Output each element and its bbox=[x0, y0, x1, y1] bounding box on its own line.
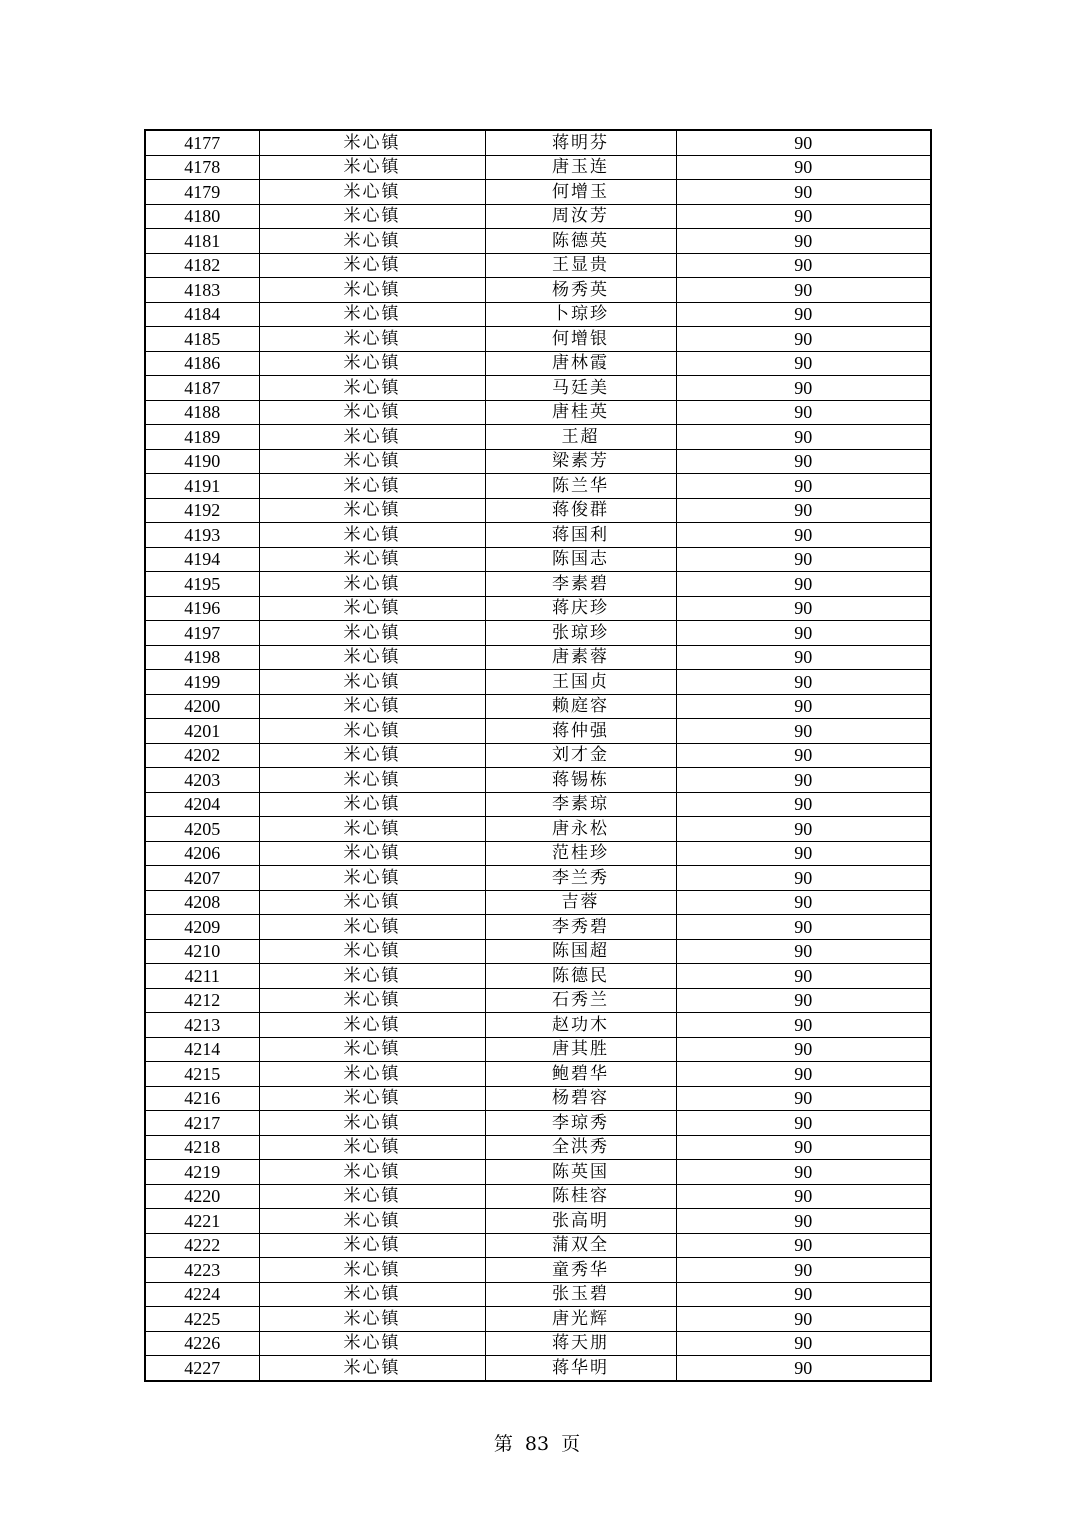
cell-age: 90 bbox=[676, 1086, 931, 1111]
cell-name: 张琼珍 bbox=[485, 621, 676, 646]
cell-number: 4223 bbox=[145, 1258, 259, 1283]
cell-age: 90 bbox=[676, 1356, 931, 1381]
table-row bbox=[145, 155, 931, 180]
cell-name: 何增玉 bbox=[485, 180, 676, 205]
cell-name: 李琼秀 bbox=[485, 1111, 676, 1136]
table-row bbox=[145, 278, 931, 303]
cell-town: 米心镇 bbox=[259, 768, 485, 793]
page-footer bbox=[0, 1429, 1074, 1456]
table-row bbox=[145, 400, 931, 425]
cell-name: 周汝芳 bbox=[485, 204, 676, 229]
cell-town: 米心镇 bbox=[259, 523, 485, 548]
table-row bbox=[145, 817, 931, 842]
cell-town: 米心镇 bbox=[259, 1209, 485, 1234]
cell-age: 90 bbox=[676, 1037, 931, 1062]
roster-table-body bbox=[145, 130, 931, 1381]
cell-name: 石秀兰 bbox=[485, 988, 676, 1013]
cell-age: 90 bbox=[676, 278, 931, 303]
cell-town: 米心镇 bbox=[259, 915, 485, 940]
cell-age: 90 bbox=[676, 1233, 931, 1258]
cell-town: 米心镇 bbox=[259, 621, 485, 646]
table-row bbox=[145, 1307, 931, 1332]
footer-prefix: 第 bbox=[493, 1433, 513, 1455]
cell-town: 米心镇 bbox=[259, 204, 485, 229]
cell-age: 90 bbox=[676, 1307, 931, 1332]
cell-town: 米心镇 bbox=[259, 988, 485, 1013]
cell-town: 米心镇 bbox=[259, 155, 485, 180]
cell-age: 90 bbox=[676, 1135, 931, 1160]
cell-age: 90 bbox=[676, 229, 931, 254]
table-row bbox=[145, 719, 931, 744]
cell-number: 4182 bbox=[145, 253, 259, 278]
cell-number: 4199 bbox=[145, 670, 259, 695]
cell-name: 蒋华明 bbox=[485, 1356, 676, 1381]
cell-town: 米心镇 bbox=[259, 253, 485, 278]
cell-name: 蒋国利 bbox=[485, 523, 676, 548]
table-row bbox=[145, 425, 931, 450]
cell-number: 4198 bbox=[145, 645, 259, 670]
cell-age: 90 bbox=[676, 915, 931, 940]
cell-town: 米心镇 bbox=[259, 841, 485, 866]
cell-town: 米心镇 bbox=[259, 1307, 485, 1332]
cell-age: 90 bbox=[676, 474, 931, 499]
table-row bbox=[145, 670, 931, 695]
table-row bbox=[145, 1209, 931, 1234]
cell-age: 90 bbox=[676, 645, 931, 670]
cell-number: 4222 bbox=[145, 1233, 259, 1258]
table-row bbox=[145, 694, 931, 719]
table-row bbox=[145, 645, 931, 670]
cell-town: 米心镇 bbox=[259, 1282, 485, 1307]
cell-name: 李秀碧 bbox=[485, 915, 676, 940]
cell-number: 4178 bbox=[145, 155, 259, 180]
table-row bbox=[145, 180, 931, 205]
cell-age: 90 bbox=[676, 204, 931, 229]
cell-name: 蒋天朋 bbox=[485, 1331, 676, 1356]
cell-name: 蒋明芬 bbox=[485, 130, 676, 155]
cell-number: 4207 bbox=[145, 866, 259, 891]
cell-number: 4184 bbox=[145, 302, 259, 327]
table-row bbox=[145, 302, 931, 327]
cell-name: 蒋庆珍 bbox=[485, 596, 676, 621]
cell-name: 杨碧容 bbox=[485, 1086, 676, 1111]
cell-age: 90 bbox=[676, 988, 931, 1013]
cell-number: 4202 bbox=[145, 743, 259, 768]
table-row bbox=[145, 1233, 931, 1258]
cell-age: 90 bbox=[676, 596, 931, 621]
cell-number: 4212 bbox=[145, 988, 259, 1013]
cell-town: 米心镇 bbox=[259, 596, 485, 621]
cell-number: 4208 bbox=[145, 890, 259, 915]
table-row bbox=[145, 1135, 931, 1160]
cell-number: 4218 bbox=[145, 1135, 259, 1160]
table-row bbox=[145, 939, 931, 964]
table-row bbox=[145, 866, 931, 891]
table-row bbox=[145, 596, 931, 621]
cell-number: 4193 bbox=[145, 523, 259, 548]
cell-name: 陈英国 bbox=[485, 1160, 676, 1185]
cell-number: 4186 bbox=[145, 351, 259, 376]
table-row bbox=[145, 1111, 931, 1136]
cell-town: 米心镇 bbox=[259, 425, 485, 450]
cell-age: 90 bbox=[676, 964, 931, 989]
cell-age: 90 bbox=[676, 253, 931, 278]
cell-name: 陈桂容 bbox=[485, 1184, 676, 1209]
cell-town: 米心镇 bbox=[259, 670, 485, 695]
cell-town: 米心镇 bbox=[259, 1037, 485, 1062]
cell-town: 米心镇 bbox=[259, 130, 485, 155]
cell-town: 米心镇 bbox=[259, 376, 485, 401]
cell-town: 米心镇 bbox=[259, 939, 485, 964]
cell-name: 何增银 bbox=[485, 327, 676, 352]
cell-name: 唐永松 bbox=[485, 817, 676, 842]
cell-name: 马廷美 bbox=[485, 376, 676, 401]
cell-name: 梁素芳 bbox=[485, 449, 676, 474]
cell-town: 米心镇 bbox=[259, 400, 485, 425]
cell-town: 米心镇 bbox=[259, 302, 485, 327]
cell-age: 90 bbox=[676, 351, 931, 376]
cell-number: 4214 bbox=[145, 1037, 259, 1062]
table-row bbox=[145, 376, 931, 401]
cell-name: 唐林霞 bbox=[485, 351, 676, 376]
cell-name: 唐其胜 bbox=[485, 1037, 676, 1062]
cell-number: 4204 bbox=[145, 792, 259, 817]
cell-number: 4180 bbox=[145, 204, 259, 229]
cell-number: 4188 bbox=[145, 400, 259, 425]
table-row bbox=[145, 964, 931, 989]
page-number: 83 bbox=[524, 1433, 550, 1455]
cell-town: 米心镇 bbox=[259, 1111, 485, 1136]
cell-town: 米心镇 bbox=[259, 719, 485, 744]
cell-name: 蒋仲强 bbox=[485, 719, 676, 744]
cell-town: 米心镇 bbox=[259, 474, 485, 499]
cell-age: 90 bbox=[676, 155, 931, 180]
cell-number: 4216 bbox=[145, 1086, 259, 1111]
cell-age: 90 bbox=[676, 939, 931, 964]
cell-town: 米心镇 bbox=[259, 1258, 485, 1283]
cell-name: 李素琼 bbox=[485, 792, 676, 817]
cell-town: 米心镇 bbox=[259, 351, 485, 376]
table-row bbox=[145, 1184, 931, 1209]
cell-town: 米心镇 bbox=[259, 572, 485, 597]
cell-number: 4227 bbox=[145, 1356, 259, 1381]
cell-age: 90 bbox=[676, 694, 931, 719]
table-row bbox=[145, 768, 931, 793]
cell-town: 米心镇 bbox=[259, 1135, 485, 1160]
table-row bbox=[145, 130, 931, 155]
cell-town: 米心镇 bbox=[259, 817, 485, 842]
cell-number: 4197 bbox=[145, 621, 259, 646]
cell-name: 唐玉连 bbox=[485, 155, 676, 180]
cell-town: 米心镇 bbox=[259, 743, 485, 768]
cell-number: 4219 bbox=[145, 1160, 259, 1185]
cell-number: 4224 bbox=[145, 1282, 259, 1307]
cell-age: 90 bbox=[676, 425, 931, 450]
cell-age: 90 bbox=[676, 1282, 931, 1307]
cell-town: 米心镇 bbox=[259, 1331, 485, 1356]
cell-age: 90 bbox=[676, 890, 931, 915]
table-row bbox=[145, 1062, 931, 1087]
cell-name: 唐光辉 bbox=[485, 1307, 676, 1332]
cell-number: 4211 bbox=[145, 964, 259, 989]
cell-number: 4215 bbox=[145, 1062, 259, 1087]
cell-town: 米心镇 bbox=[259, 1086, 485, 1111]
cell-number: 4203 bbox=[145, 768, 259, 793]
cell-age: 90 bbox=[676, 1209, 931, 1234]
cell-name: 范桂珍 bbox=[485, 841, 676, 866]
cell-number: 4209 bbox=[145, 915, 259, 940]
cell-age: 90 bbox=[676, 130, 931, 155]
table-row bbox=[145, 915, 931, 940]
cell-number: 4201 bbox=[145, 719, 259, 744]
cell-name: 张玉碧 bbox=[485, 1282, 676, 1307]
cell-name: 童秀华 bbox=[485, 1258, 676, 1283]
cell-age: 90 bbox=[676, 866, 931, 891]
cell-number: 4206 bbox=[145, 841, 259, 866]
cell-name: 陈国志 bbox=[485, 547, 676, 572]
table-row bbox=[145, 253, 931, 278]
cell-age: 90 bbox=[676, 400, 931, 425]
cell-number: 4217 bbox=[145, 1111, 259, 1136]
table-row bbox=[145, 474, 931, 499]
cell-name: 唐素蓉 bbox=[485, 645, 676, 670]
cell-age: 90 bbox=[676, 572, 931, 597]
cell-number: 4190 bbox=[145, 449, 259, 474]
cell-town: 米心镇 bbox=[259, 890, 485, 915]
cell-number: 4221 bbox=[145, 1209, 259, 1234]
cell-number: 4185 bbox=[145, 327, 259, 352]
cell-town: 米心镇 bbox=[259, 964, 485, 989]
cell-town: 米心镇 bbox=[259, 1184, 485, 1209]
cell-town: 米心镇 bbox=[259, 180, 485, 205]
cell-name: 陈兰华 bbox=[485, 474, 676, 499]
cell-number: 4191 bbox=[145, 474, 259, 499]
cell-town: 米心镇 bbox=[259, 792, 485, 817]
cell-name: 王国贞 bbox=[485, 670, 676, 695]
cell-number: 4195 bbox=[145, 572, 259, 597]
cell-name: 赖庭容 bbox=[485, 694, 676, 719]
cell-age: 90 bbox=[676, 327, 931, 352]
cell-town: 米心镇 bbox=[259, 1356, 485, 1381]
cell-name: 陈德民 bbox=[485, 964, 676, 989]
table-row bbox=[145, 327, 931, 352]
table-row bbox=[145, 204, 931, 229]
table-row bbox=[145, 792, 931, 817]
cell-name: 唐桂英 bbox=[485, 400, 676, 425]
cell-name: 张高明 bbox=[485, 1209, 676, 1234]
cell-number: 4179 bbox=[145, 180, 259, 205]
cell-age: 90 bbox=[676, 180, 931, 205]
cell-age: 90 bbox=[676, 523, 931, 548]
cell-name: 蒲双全 bbox=[485, 1233, 676, 1258]
cell-number: 4194 bbox=[145, 547, 259, 572]
cell-age: 90 bbox=[676, 1184, 931, 1209]
cell-age: 90 bbox=[676, 1062, 931, 1087]
cell-town: 米心镇 bbox=[259, 694, 485, 719]
table-row bbox=[145, 547, 931, 572]
cell-age: 90 bbox=[676, 719, 931, 744]
table-row bbox=[145, 621, 931, 646]
cell-town: 米心镇 bbox=[259, 547, 485, 572]
table-row bbox=[145, 1160, 931, 1185]
table-row bbox=[145, 1356, 931, 1381]
cell-age: 90 bbox=[676, 817, 931, 842]
cell-name: 鲍碧华 bbox=[485, 1062, 676, 1087]
cell-age: 90 bbox=[676, 841, 931, 866]
cell-number: 4196 bbox=[145, 596, 259, 621]
table-row bbox=[145, 351, 931, 376]
table-row bbox=[145, 1331, 931, 1356]
footer-suffix: 页 bbox=[561, 1433, 581, 1455]
cell-age: 90 bbox=[676, 1258, 931, 1283]
cell-age: 90 bbox=[676, 792, 931, 817]
table-row bbox=[145, 743, 931, 768]
cell-number: 4210 bbox=[145, 939, 259, 964]
cell-number: 4189 bbox=[145, 425, 259, 450]
table-row bbox=[145, 1258, 931, 1283]
cell-number: 4200 bbox=[145, 694, 259, 719]
cell-name: 赵功木 bbox=[485, 1013, 676, 1038]
table-row bbox=[145, 523, 931, 548]
cell-town: 米心镇 bbox=[259, 645, 485, 670]
cell-name: 王超 bbox=[485, 425, 676, 450]
cell-number: 4183 bbox=[145, 278, 259, 303]
cell-town: 米心镇 bbox=[259, 1233, 485, 1258]
cell-age: 90 bbox=[676, 302, 931, 327]
table-row bbox=[145, 988, 931, 1013]
cell-name: 李素碧 bbox=[485, 572, 676, 597]
cell-number: 4213 bbox=[145, 1013, 259, 1038]
cell-name: 吉蓉 bbox=[485, 890, 676, 915]
cell-age: 90 bbox=[676, 376, 931, 401]
cell-age: 90 bbox=[676, 547, 931, 572]
cell-town: 米心镇 bbox=[259, 229, 485, 254]
cell-age: 90 bbox=[676, 743, 931, 768]
table-row bbox=[145, 498, 931, 523]
cell-number: 4205 bbox=[145, 817, 259, 842]
cell-name: 蒋俊群 bbox=[485, 498, 676, 523]
table-row bbox=[145, 1013, 931, 1038]
cell-town: 米心镇 bbox=[259, 278, 485, 303]
table-row bbox=[145, 572, 931, 597]
roster-table bbox=[144, 129, 932, 1382]
cell-age: 90 bbox=[676, 768, 931, 793]
cell-town: 米心镇 bbox=[259, 327, 485, 352]
cell-town: 米心镇 bbox=[259, 1160, 485, 1185]
table-row bbox=[145, 890, 931, 915]
cell-number: 4187 bbox=[145, 376, 259, 401]
cell-name: 王显贵 bbox=[485, 253, 676, 278]
cell-age: 90 bbox=[676, 1160, 931, 1185]
cell-name: 陈国超 bbox=[485, 939, 676, 964]
table-row bbox=[145, 1086, 931, 1111]
cell-name: 李兰秀 bbox=[485, 866, 676, 891]
cell-number: 4226 bbox=[145, 1331, 259, 1356]
cell-name: 蒋锡栋 bbox=[485, 768, 676, 793]
cell-town: 米心镇 bbox=[259, 1013, 485, 1038]
cell-town: 米心镇 bbox=[259, 1062, 485, 1087]
cell-age: 90 bbox=[676, 621, 931, 646]
table-row bbox=[145, 1282, 931, 1307]
cell-age: 90 bbox=[676, 1013, 931, 1038]
cell-age: 90 bbox=[676, 498, 931, 523]
table-row bbox=[145, 841, 931, 866]
cell-number: 4192 bbox=[145, 498, 259, 523]
cell-number: 4225 bbox=[145, 1307, 259, 1332]
cell-name: 全洪秀 bbox=[485, 1135, 676, 1160]
table-row bbox=[145, 229, 931, 254]
cell-town: 米心镇 bbox=[259, 449, 485, 474]
cell-number: 4181 bbox=[145, 229, 259, 254]
table-row bbox=[145, 449, 931, 474]
cell-number: 4177 bbox=[145, 130, 259, 155]
cell-number: 4220 bbox=[145, 1184, 259, 1209]
table-row bbox=[145, 1037, 931, 1062]
cell-town: 米心镇 bbox=[259, 498, 485, 523]
cell-name: 刘才金 bbox=[485, 743, 676, 768]
cell-age: 90 bbox=[676, 670, 931, 695]
cell-name: 陈德英 bbox=[485, 229, 676, 254]
cell-age: 90 bbox=[676, 1331, 931, 1356]
cell-town: 米心镇 bbox=[259, 866, 485, 891]
cell-name: 杨秀英 bbox=[485, 278, 676, 303]
cell-name: 卜琼珍 bbox=[485, 302, 676, 327]
cell-age: 90 bbox=[676, 1111, 931, 1136]
cell-age: 90 bbox=[676, 449, 931, 474]
